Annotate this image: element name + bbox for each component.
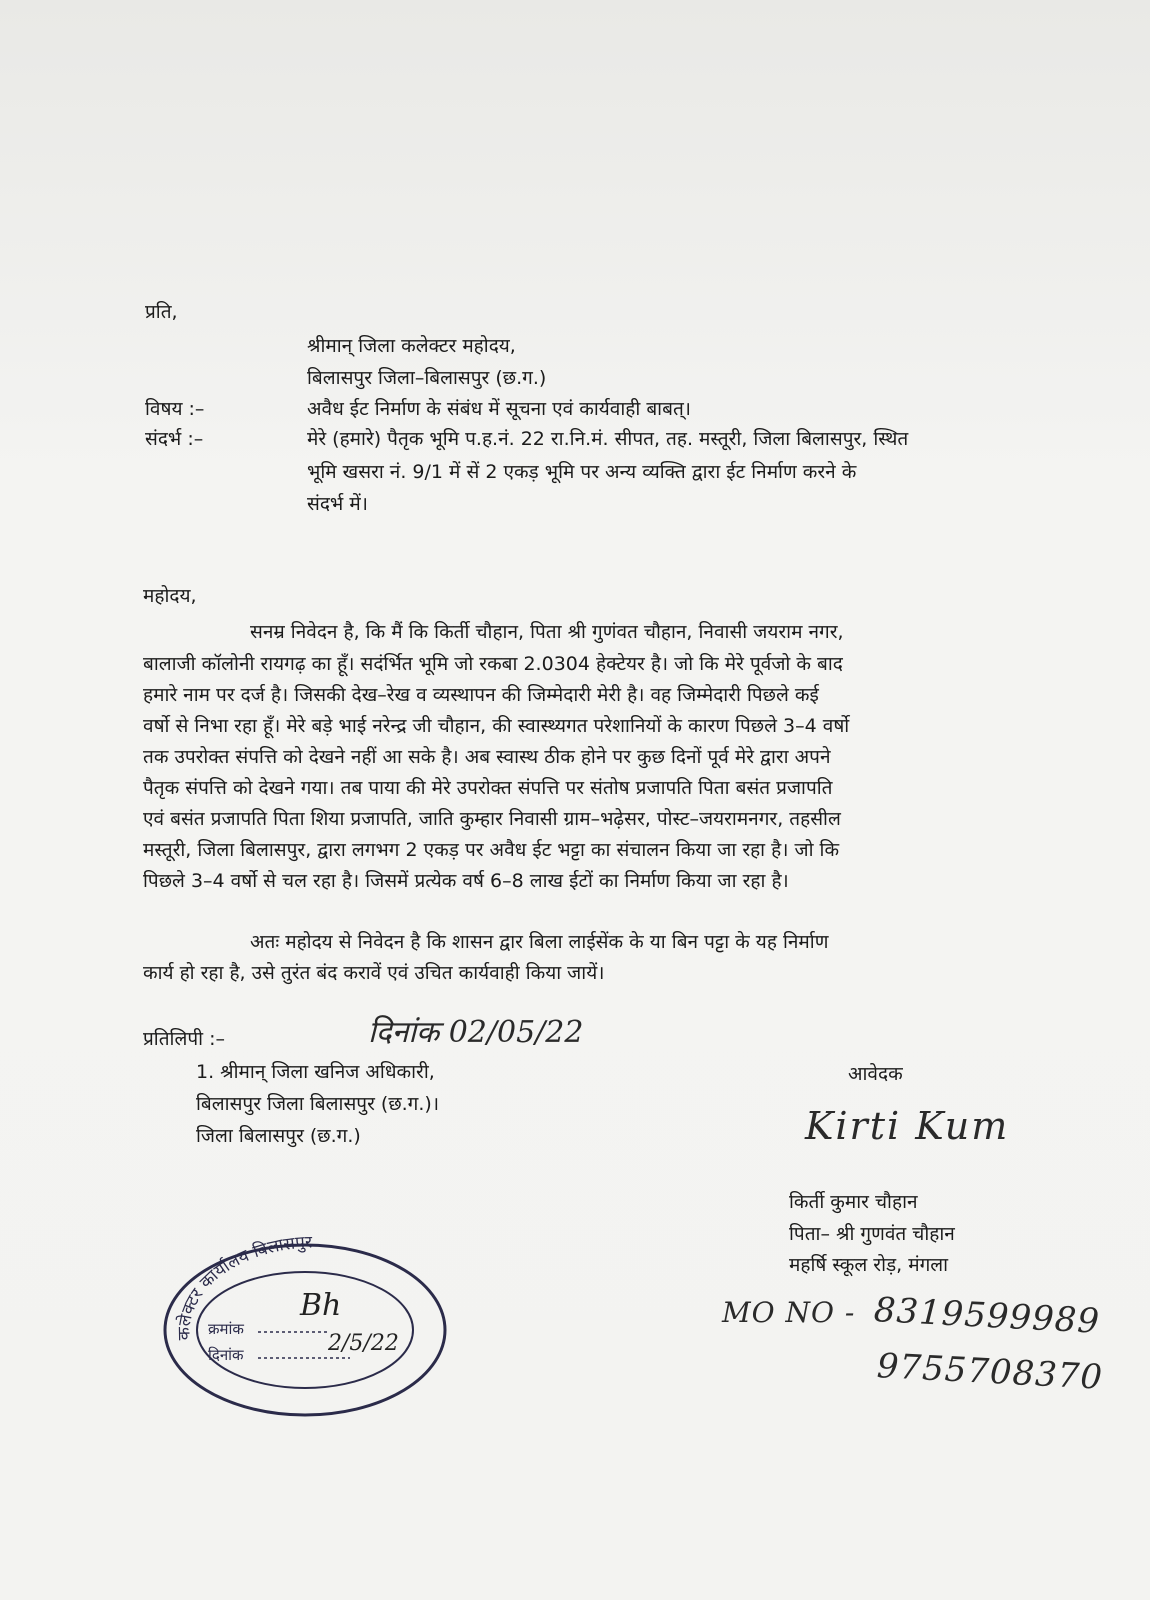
paragraph1-line: तक उपरोक्त संपत्ति को देखने नहीं आ सके है। अब स्वास्थ ठीक होने पर कुछ दिनों पूर्व मेरे द्वारा अपने [143, 746, 831, 768]
reference-label: संदर्भ :– [145, 428, 204, 450]
paragraph1-line: पैतृक संपत्ति को देखने गया। तब पाया की मेरे उपरोक्त संपत्ति पर संतोष प्रजापति पिता बसंत प्रजापति [143, 777, 833, 799]
stamp-number-label: क्रमांक [208, 1320, 244, 1338]
phone-number-2: 9755708370 [875, 1346, 1105, 1398]
subject-label: विषय :– [145, 398, 205, 420]
paragraph1-line: वर्षो से निभा रहा हूँ। मेरे बड़े भाई नरेन्द्र जी चौहान, की स्वास्थ्यगत परेशानियों के कारण पिछले 3–4 वर्षो [143, 715, 850, 737]
paragraph1-line: बालाजी कॉलोनी रायगढ़ का हूँ। सदंर्भित भूमि जो रकबा 2.0304 हेक्टेयर है। जो कि मेरे पूर्वजो के बाद [143, 653, 843, 675]
addressee-line1: श्रीमान् जिला कलेक्टर महोदय, [307, 335, 516, 357]
paragraph2-line: अतः महोदय से निवेदन है कि शासन द्वार बिला लाईसेंक के या बिन पट्टा के यह निर्माण [250, 931, 829, 953]
paragraph1-line: हमारे नाम पर दर्ज है। जिसकी देख–रेख व व्यस्थापन की जिम्मेदारी मेरी है। वह जिम्मेदारी पिछले कई [143, 684, 819, 706]
stamp-office-text: कलेक्टर कार्यालय बिलासपुर [174, 1232, 313, 1341]
paragraph1-line: सनम्र निवेदन है, कि मैं कि किर्ती चौहान, पिता श्री गुणंवत चौहान, निवासी जयराम नगर, [250, 621, 844, 643]
reference-line3: संदर्भ में। [307, 493, 368, 515]
copy-line3: जिला बिलासपुर (छ.ग.) [196, 1125, 361, 1147]
applicant-signature: Kirti Kum [805, 1104, 1010, 1148]
office-stamp [150, 1230, 450, 1420]
stamp-initials: Bh [300, 1288, 342, 1323]
applicant-name: किर्ती कुमार चौहान [789, 1191, 918, 1213]
mobile-label: MO NO - [722, 1296, 856, 1329]
applicant-father: पिता– श्री गुणवंत चौहान [789, 1223, 955, 1245]
handwritten-date: दिनांक 02/05/22 [368, 1015, 584, 1050]
addressee-line2: बिलासपुर जिला–बिलासपुर (छ.ग.) [307, 367, 547, 389]
subject-text: अवैध ईट निर्माण के संबंध में सूचना एवं कार्यवाही बाबत्। [307, 398, 691, 420]
reference-line1: मेरे (हमारे) पैतृक भूमि प.ह.नं. 22 रा.नि.मं. सीपत, तह. मस्तूरी, जिला बिलासपुर, स्थित [307, 428, 909, 450]
stamp-date-label: दिनांक [208, 1346, 244, 1364]
to-label: प्रति, [145, 301, 178, 323]
copy-line1: 1. श्रीमान् जिला खनिज अधिकारी, [196, 1061, 435, 1083]
salutation: महोदय, [143, 585, 197, 607]
applicant-address: महर्षि स्कूल रोड़, मंगला [789, 1254, 949, 1276]
reference-line2: भूमि खसरा नं. 9/1 में सें 2 एकड़ भूमि पर अन्य व्यक्ति द्वारा ईट निर्माण करने के [307, 461, 857, 483]
applicant-label: आवेदक [848, 1063, 903, 1085]
copy-line2: बिलासपुर जिला बिलासपुर (छ.ग.)। [196, 1093, 440, 1115]
phone-number-1: 8319599989 [872, 1290, 1102, 1342]
paragraph2-line: कार्य हो रहा है, उसे तुरंत बंद करावें एवं उचित कार्यवाही किया जायें। [143, 962, 605, 984]
stamp-date-value: 2/5/22 [328, 1331, 399, 1356]
paragraph1-line: पिछले 3–4 वर्षो से चल रहा है। जिसमें प्रत्येक वर्ष 6–8 लाख ईटों का निर्माण किया जा रहा है। [143, 870, 789, 892]
copy-label: प्रतिलिपी :– [143, 1028, 226, 1050]
paragraph1-line: मस्तूरी, जिला बिलासपुर, द्वारा लगभग 2 एकड़ पर अवैध ईट भट्टा का संचालन किया जा रहा है। जो कि [143, 839, 840, 861]
paragraph1-line: एवं बसंत प्रजापति पिता शिया प्रजापति, जाति कुम्हार निवासी ग्राम–भढ़ेसर, पोस्ट–जयरामनगर, तहसील [143, 808, 841, 830]
